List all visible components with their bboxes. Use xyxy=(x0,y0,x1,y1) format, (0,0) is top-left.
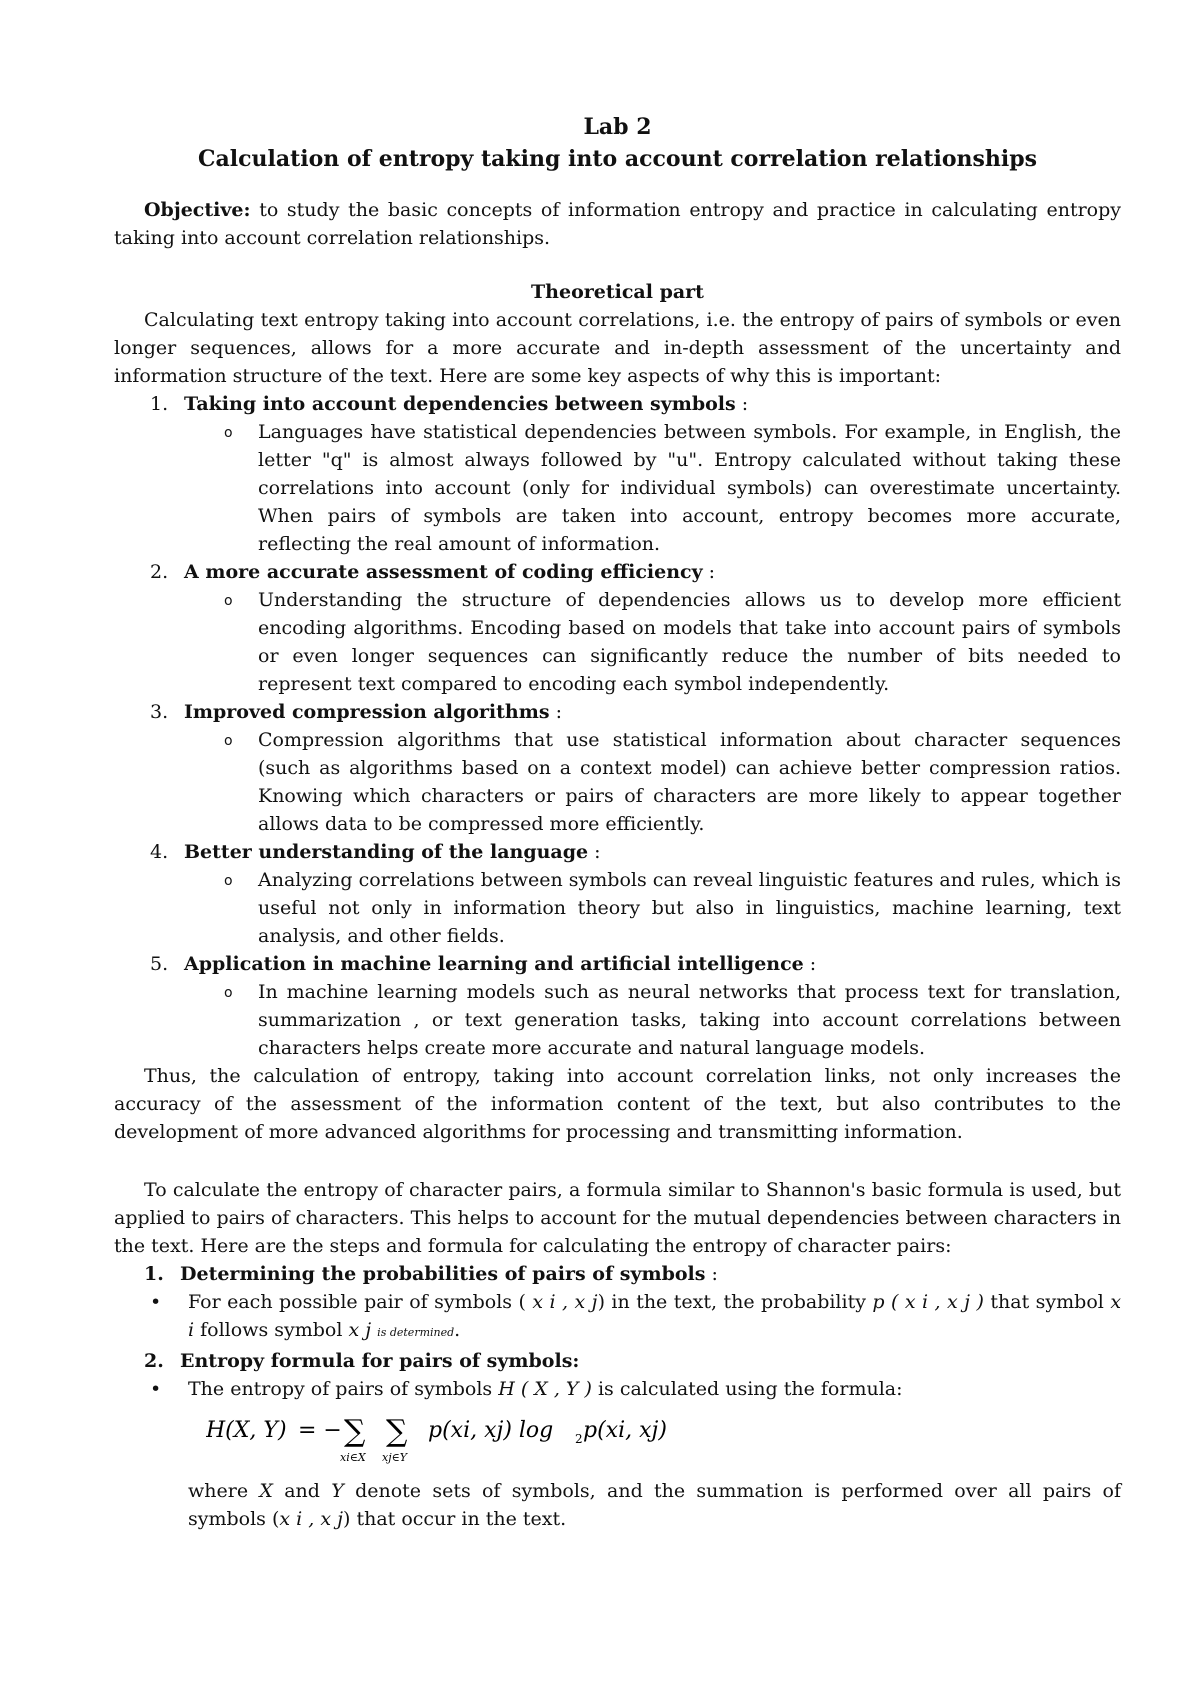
item-heading: Application in machine learning and artificial intelligence xyxy=(184,953,804,975)
sum-subscript-1: xi∈X xyxy=(340,1451,366,1464)
bullet-dot-icon: • xyxy=(150,1378,162,1400)
sub-item-text: In machine learning models such as neural networks that process text for translation, summarization , or text generation tasks, taking into account correlations between characters helps create more accurate and natural language models. xyxy=(258,981,1121,1059)
item-number: 5. xyxy=(150,953,169,975)
sub-list xyxy=(184,866,1121,950)
list-item xyxy=(114,838,1121,950)
symbol-xj: x j xyxy=(348,1319,372,1341)
sub-item xyxy=(114,726,1121,838)
objective-paragraph xyxy=(114,196,1121,252)
sub-item xyxy=(114,586,1121,698)
set-y: Y xyxy=(331,1480,344,1502)
sub-item-text: Compression algorithms that use statistical information about character sequences (such as algorithms based on a context model) can achieve better compression ratios. Knowing which characters or pairs of characters are more likely to appear together allows data to be compressed more efficiently. xyxy=(258,729,1121,835)
bullet-text: that symbol xyxy=(990,1291,1104,1313)
sub-list xyxy=(184,978,1121,1062)
step-colon: : xyxy=(705,1263,718,1285)
small-note: is determined xyxy=(377,1326,455,1339)
item-number: 3. xyxy=(150,701,169,723)
where-text: denote sets of symbols, and the summation is performed over all pairs of symbols ( xyxy=(188,1480,1122,1530)
list-item xyxy=(114,390,1121,558)
pairs-intro: To calculate the entropy of character pairs, a formula similar to Shannon's basic formula is used, but applied to pairs of characters. This helps to account for the mutual dependencies between characters in the text. Here are the steps and formula for calculating the entropy of character pairs: xyxy=(114,1179,1121,1257)
list-item xyxy=(114,950,1121,1062)
key-points-list xyxy=(114,390,1121,1062)
lab-number: Lab 2 xyxy=(583,114,652,140)
formula-equals: = − xyxy=(298,1418,342,1443)
step-1-bullet xyxy=(114,1288,1121,1347)
step-number: 1. xyxy=(144,1263,164,1285)
formula-body: p(xi, xj) log xyxy=(428,1418,554,1443)
bullet-text: ) in the text, the probability xyxy=(597,1291,866,1313)
sum-symbol-1: ∑ xyxy=(344,1414,366,1449)
list-item xyxy=(114,698,1121,838)
bullet-text: . xyxy=(454,1319,461,1341)
document-page xyxy=(114,112,1121,1533)
step-2-bullet xyxy=(114,1375,1121,1403)
bullet-text: is calculated using the formula: xyxy=(597,1378,903,1400)
item-heading: Better understanding of the language xyxy=(184,841,589,863)
step-2 xyxy=(114,1347,1121,1375)
sub-item-text: Understanding the structure of dependencies allows us to develop more efficient encoding algorithms. Encoding based on models that take into account pairs of symbols or even longer sequences can significantly reduce the number of bits needed to represent text compared to encoding each symbol independently. xyxy=(258,589,1121,695)
item-heading: Improved compression algorithms xyxy=(184,701,550,723)
entropy-notation: H ( X , Y ) xyxy=(498,1378,592,1400)
where-text: and xyxy=(284,1480,320,1502)
circle-bullet-icon: o xyxy=(224,733,233,749)
theory-heading: Theoretical part xyxy=(531,281,704,303)
objective-label: Objective: xyxy=(144,199,251,221)
probability-notation: p ( x i , x j ) xyxy=(872,1291,984,1313)
item-number: 2. xyxy=(150,561,169,583)
sum-subscript-2: xj∈Y xyxy=(382,1451,408,1464)
formula-lhs: H(X, Y) xyxy=(206,1418,287,1443)
item-heading: A more accurate assessment of coding efficiency xyxy=(184,561,703,583)
objective-text: to study the basic concepts of information entropy and practice in calculating entropy taking into account correlation relationships. xyxy=(114,199,1121,249)
where-text: where xyxy=(188,1480,249,1502)
pair-notation: x i , x j xyxy=(279,1508,343,1530)
formula-graphic xyxy=(206,1413,676,1465)
item-colon: : xyxy=(702,561,716,583)
sub-item-text: Languages have statistical dependencies between symbols. For example, in English, the letter "q" is almost always followed by "u". Entropy calculated without taking these correlations into account (only for individual symbols) can overestimate uncertainty. When pairs of symbols are taken into account, entropy becomes more accurate, reflecting the real amount of information. xyxy=(258,421,1121,555)
where-text: ) that occur in the text. xyxy=(343,1508,567,1530)
log-base: 2 xyxy=(575,1432,583,1446)
sub-item xyxy=(114,418,1121,558)
sub-item xyxy=(114,978,1121,1062)
item-colon: : xyxy=(803,953,817,975)
circle-bullet-icon: o xyxy=(224,873,233,889)
formula-tail: p(xi, xj) xyxy=(583,1418,667,1443)
circle-bullet-icon: o xyxy=(224,425,233,441)
set-x: X xyxy=(259,1480,273,1502)
page-title: Calculation of entropy taking into account correlation relationships xyxy=(197,146,1038,172)
item-colon: : xyxy=(588,841,601,863)
item-colon: : xyxy=(735,393,749,415)
circle-bullet-icon: o xyxy=(224,593,233,609)
step-heading: Determining the probabilities of pairs of symbols xyxy=(180,1263,706,1285)
item-heading: Taking into account dependencies between symbols xyxy=(184,393,736,415)
step-1 xyxy=(114,1260,1121,1288)
formula-explanation xyxy=(114,1477,1121,1533)
bullet-text: For each possible pair of symbols ( xyxy=(188,1291,526,1313)
step-number: 2. xyxy=(144,1350,164,1372)
item-colon: : xyxy=(549,701,562,723)
sum-symbol-2: ∑ xyxy=(386,1414,408,1449)
theory-intro: Calculating text entropy taking into account correlations, i.e. the entropy of pairs of symbols or even longer sequences, allows for a more accurate and in-depth assessment of the uncertainty and information structure of the text. Here are some key aspects of why this is important: xyxy=(114,309,1121,387)
bullet-dot-icon: • xyxy=(150,1291,162,1313)
pair-notation: x i , x j xyxy=(532,1291,598,1313)
list-item xyxy=(114,558,1121,698)
sub-list xyxy=(184,418,1121,558)
sub-item xyxy=(114,866,1121,950)
bullet-text: follows symbol xyxy=(200,1319,343,1341)
sub-item-text: Analyzing correlations between symbols can reveal linguistic features and rules, which is useful not only in information theory but also in linguistics, machine learning, text analysis, and other fields. xyxy=(258,869,1121,947)
step-heading: Entropy formula for pairs of symbols: xyxy=(180,1350,580,1372)
item-number: 1. xyxy=(150,393,169,415)
entropy-formula xyxy=(206,1413,1121,1463)
item-number: 4. xyxy=(150,841,169,863)
theory-conclusion: Thus, the calculation of entropy, taking into account correlation links, not only increases the accuracy of the assessment of the information content of the text, but also contributes to the development of more advanced algorithms for processing and transmitting information. xyxy=(114,1065,1121,1143)
symbol-xi: x i xyxy=(188,1291,1122,1341)
sub-list xyxy=(184,586,1121,698)
sub-list xyxy=(184,726,1121,838)
circle-bullet-icon: o xyxy=(224,985,233,1001)
bullet-text: The entropy of pairs of symbols xyxy=(188,1378,493,1400)
